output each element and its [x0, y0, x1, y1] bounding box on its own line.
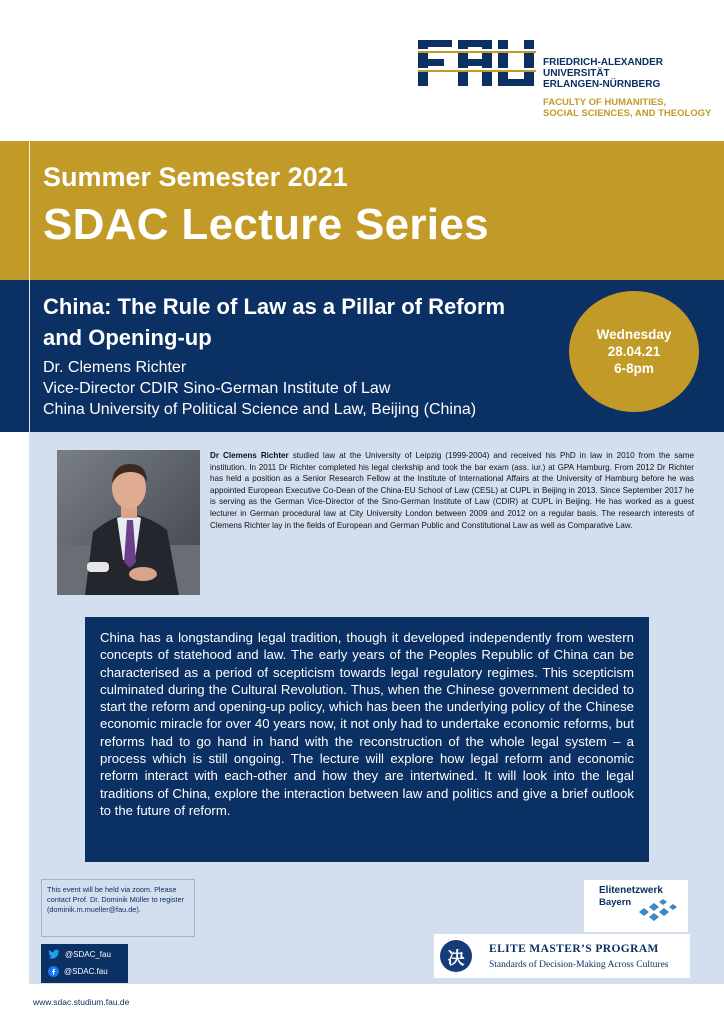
semester-heading: Summer Semester 2021 — [43, 162, 348, 192]
speaker-photo — [57, 450, 200, 595]
twitter-icon — [48, 949, 60, 960]
program-title: ELITE MASTER’S PROGRAM — [489, 943, 659, 955]
fau-logo — [418, 40, 536, 86]
twitter-handle: @SDAC_fau — [65, 950, 111, 959]
vertical-rule — [29, 141, 30, 432]
event-time: 6-8pm — [614, 361, 654, 376]
bavaria-diamond-icon — [629, 898, 677, 924]
website-link[interactable]: www.sdac.studium.fau.de — [33, 997, 130, 1007]
speaker-institution: China University of Political Science and Law, Beijing (China) — [43, 401, 477, 418]
program-subtitle: Standards of Decision-Making Across Cultures — [489, 960, 669, 970]
event-day: Wednesday — [596, 327, 672, 342]
speaker-info — [43, 357, 563, 420]
talk-abstract: China has a longstanding legal tradition, though it developed independently from western concepts of statehood and law. The early years of the Peoples Republic of China can be characterised as a period of scepticism towards legal regulatory regimes. This scepticism culminated during the Cultural Revolution. Thus, when the Chinese government decided to start the reform and opening-up policy, which has been the underlying policy of the Chinese economic miracle for over 40 years now, it not only had to undertake economic reforms, but reforms had to go hand in hand with the reconstruction of the whole legal system – a process which is still ongoing. The lecture will explore how legal reform and economic reform interact with each-other and how they are intertwined. It will look into the legal traditions of China, explore the interaction between law and politics and give a brief outlook to the future of reform. — [100, 630, 634, 818]
facebook-handle: @SDAC.fau — [64, 967, 108, 976]
speaker-bio — [210, 450, 694, 531]
bio-text: studied law at the University of Leipzig (1999-2004) and received his PhD in law in 2010 from the same institution. In 2011 Dr Richter completed his legal clerkship and took the bar exam (ass. iur.) at GPA Hamburg. From 2012 Dr Richter has held a position as a Senior Research Fellow at the Institute of International Affairs at the University of Hamburg before he was appointed European Executive Co-Dean of the China-EU School of Law (CESL) at CUPL in Beijing in 2013. Since September 2017 he is serving as the German Vice-Director of the Sino-German Institute of Law (CDIR) at CUPL in Beijing. He has worked as a guest lecturer in German procedural law at City University London between 2009 and 2012 on a regular basis. The research interests of Clemens Richter lay in the fields of European and German Public and Constitutional Law as well as Comparative Law. — [210, 451, 694, 530]
faculty-name: FACULTY OF HUMANITIES, SOCIAL SCIENCES, AND THEOLOGY — [543, 97, 712, 119]
talk-title: China: The Rule of Law as a Pillar of Reform and Opening-up — [43, 294, 506, 350]
series-title: SDAC Lecture Series — [43, 200, 489, 249]
elite-network-region: Bayern — [599, 897, 632, 908]
speaker-role: Vice-Director CDIR Sino-German Institute of Law — [43, 380, 391, 397]
elite-network-name: Elitenetzwerk — [599, 885, 663, 896]
event-date: 28.04.21 — [607, 344, 661, 359]
date-badge — [569, 291, 699, 412]
program-logo-box — [434, 934, 690, 978]
facebook-icon — [48, 966, 59, 977]
university-name: FRIEDRICH-ALEXANDER UNIVERSITÄT ERLANGEN-NÜRNBERG — [543, 57, 663, 90]
bio-speaker-name: Dr Clemens Richter — [210, 451, 289, 460]
registration-note: This event will be held via zoom. Please contact Prof. Dr. Dominik Müller to register (dominik.m.mueller@fau.de). — [47, 885, 185, 914]
speaker-name: Dr. Clemens Richter — [43, 359, 187, 376]
twitter-link[interactable] — [48, 949, 111, 960]
decision-character-icon: 决 — [440, 940, 472, 972]
facebook-link[interactable] — [48, 966, 108, 977]
